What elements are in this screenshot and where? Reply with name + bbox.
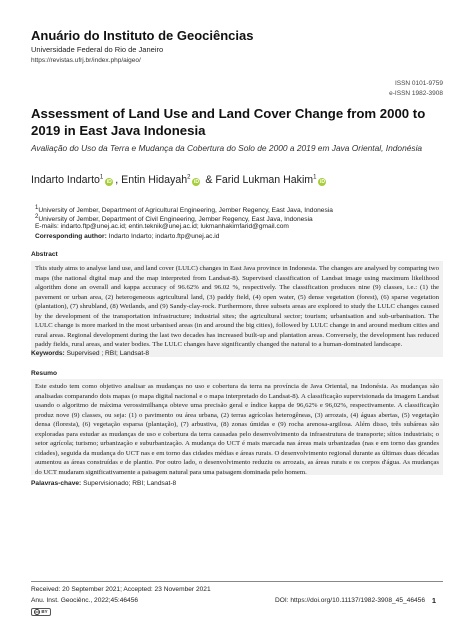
author-affiliation-mark: 1 (99, 174, 104, 181)
eissn: e-ISSN 1982-3908 (389, 90, 443, 97)
corresponding-author-value[interactable]: Indarto Indarto; indarto.ftp@unej.ac.id (108, 233, 220, 240)
keywords-value: Supervised ; RBI; Landsat-8 (66, 350, 150, 357)
palavras-chave (31, 480, 176, 487)
abstract-heading: Abstract (31, 251, 58, 258)
journal-citation: Anu. Inst. Geociênc., 2022;45:46456 (31, 597, 139, 604)
author-name: Entin Hidayah (121, 174, 188, 186)
corresponding-author (35, 233, 219, 240)
keywords-label: Keywords: (31, 350, 65, 357)
by-label: BY (41, 609, 48, 614)
author-affiliation-mark: 1 (313, 174, 317, 181)
page-number: 1 (431, 596, 436, 605)
author-separator: & (202, 174, 216, 186)
corresponding-author-label: Corresponding author: (35, 233, 107, 240)
author-name: Indarto Indarto (31, 174, 100, 186)
article-title-portuguese: Avaliação do Uso da Terra e Mudança da Cobertura do Solo de 2000 a 2019 em Java Oriental, Indonésia (31, 143, 423, 153)
affiliation-mark: 1 (35, 205, 39, 211)
resumo-heading: Resumo (31, 370, 58, 377)
footer-divider (31, 581, 443, 582)
issn: ISSN 0101-9759 (394, 80, 443, 87)
affiliation-1 (35, 205, 333, 214)
journal-title: Anuário do Instituto de Geociências (31, 28, 254, 43)
resumo-text: Este estudo tem como objetivo analisar as mudanças no uso e cobertura da terra na província de Java Oriental, na Indonésia. As mudanças são analisadas comparando dois mapas (o mapa digital nacional e o mapa interpretado do Landsat-8). A classificação supervisionada da imagem Landsat usando o algoritmo de máxima verossimilhança obteve uma precisão geral e índice kappa de 96,62% e 96,02%, respectivamente. A classificação produz nove (9) classes, ou seja: (1) o pavimento ou área urbana, (2) terras agrícolas heterogêneas, (3) arrozais, (4) águas abertas, (5) vegetação densa (floresta), (6) vegetação esparsa (plantação), (7) arbustiva, (8) zonas úmidas e (9) rocha arenosa-argilosa. Além disso, três subáreas são exploradas para estudar as mudanças de uso e cobertura da terra causadas pelo desenvolvimento da infraestrutura de transporte; sítios industriais; o setor agrícola; turismo; urbanização e suburbanização. A mudança do UCT é mais marcada nas áreas mais urbanizadas (nas e em torno das grandes cidades), seguida da mudança do UCT nas e em torno das cidades médias e áreas rurais. O desenvolvimento regional durante as últimas duas décadas aumentou as áreas construídas e de plantio. Por outro lado, o desenvolvimento reduziu os arrozais, as áreas rurais e os corpos d'água. As mudanças do UCT mudaram significativamente a paisagem natural para uma paisagem dominada pelo homem. (35, 383, 439, 476)
keywords (31, 350, 149, 357)
article-title-english: Assessment of Land Use and Land Cover Change from 2000 to 2019 in East Java Indonesia (31, 106, 426, 138)
author-list (31, 174, 328, 186)
affiliation-text: University of Jember, Department of Agricultural Engineering, Jember Regency, East Java, Indonesia (38, 207, 333, 215)
author-name: Farid Lukman Hakim (215, 174, 314, 186)
doi-link[interactable]: DOI: https://doi.org/10.11137/1982-3908_45_46456 (274, 597, 425, 604)
cc-icon: cc (35, 610, 40, 614)
affiliation-mark: 2 (35, 214, 39, 220)
author-separator: , (115, 174, 122, 186)
orcid-icon[interactable]: iD (106, 179, 112, 185)
abstract-text: This study aims to analyse land use, and land cover (LULC) changes in East Java province in Indonesia. The changes are analysed by comparing two maps (the national digital map and the map interpreted from Landsat-8). Supervised classification of Landsat image using maximum likelihood algorithm done an overall and kappa accuracy of 96.62% and 96.02 %, respectively. The classification produces nine (9) classes, i.e.: (1) the pavement or urban area, (2) heterogeneous agricultural land, (3) paddy field, (4) open water, (5) dense vegetation (forest), (6) sparse vegetation (plantation), (7) shrubland, (8) Wetlands, and (9) Sandy-clay-rock. Furthermore, three subsets areas are explored to study the LULC changes caused by the development of the transportation infrastructure; industrial sites; the agricultural sector; tourism; urbanisation and sub-urbanisation. The LULC change is more marked in the most urbanised areas (in and around the big cities), followed by LULC change in and around medium cities and rural areas. Regional development during the last two decades has increased built-up and plantation areas. Conversely, the development has reduced paddy fields, rural areas, and water bodies. The LULC changes have significantly changed the natural to a human-dominated landscape. (35, 265, 439, 349)
received-accepted-dates: Received: 20 September 2021; Accepted: 23 November 2021 (31, 586, 211, 593)
affiliation-2 (35, 214, 313, 223)
author-emails[interactable]: E-mails: indarto.ftp@unej.ac.id; entin.teknik@unej.ac.id; lukmanhakimfarid@gmail.com (35, 223, 289, 230)
palavras-chave-value: Supervisionado; RBI; Landsat-8 (83, 480, 177, 487)
journal-university: Universidade Federal do Rio de Janeiro (31, 45, 164, 54)
affiliation-text: University of Jember, Department of Civil Engineering, Jember Regency, East Java, Indonesia (38, 216, 313, 224)
orcid-icon[interactable]: iD (319, 179, 325, 185)
orcid-icon[interactable]: iD (193, 179, 199, 185)
cc-by-license-icon[interactable] (31, 608, 51, 616)
palavras-chave-label: Palavras-chave: (31, 480, 82, 487)
author-affiliation-mark: 2 (187, 174, 191, 181)
journal-url-link[interactable]: https://revistas.ufrj.br/index.php/aigeo/ (31, 57, 141, 64)
